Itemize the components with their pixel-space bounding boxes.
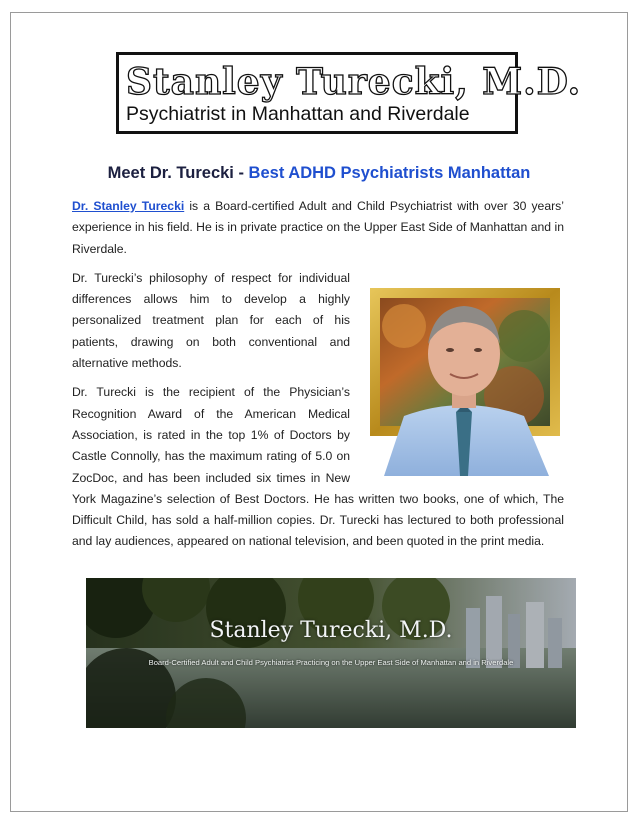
headline-link[interactable]: Best ADHD Psychiatrists Manhattan — [248, 164, 531, 182]
intro-paragraph — [72, 196, 564, 260]
banner-background — [86, 578, 576, 728]
portrait-image — [364, 286, 564, 476]
page-headline — [0, 164, 638, 183]
banner-title: Stanley Turecki, M.D. — [209, 618, 453, 643]
header-box — [116, 52, 582, 134]
header-subtitle: Psychiatrist in Manhattan and Riverdale — [126, 103, 470, 125]
headline-prefix: Meet Dr. Turecki - — [107, 164, 249, 182]
header-name: Stanley Turecki, M.D. — [126, 61, 582, 103]
doctor-name-link[interactable]: Dr. Stanley Turecki — [72, 199, 185, 213]
intro-text: is a Board-certified Adult and Child Psychiatrist with over 30 years’ experience in his field. He is in private practice on the Upper East Side of Manhattan and in Riverdale. — [72, 199, 564, 256]
awards-paragraph: Dr. Turecki is the recipient of the Physician’s Recognition Award of the American Medical Association, is rated in the top 1% of Doctors by Castle Connolly, has the maximum rating of 5.0 on ZocDoc, and has been included six times in New York Magazine’s selection of Best Doctors. He has written two books, one of which, The Difficult Child, has sold a half-million copies. Dr. Turecki has lectured to both professional and lay audiences, appeared on national television, and been quoted in the print media. — [72, 385, 564, 549]
doctor-portrait — [364, 286, 564, 476]
philosophy-paragraph: Dr. Turecki’s philosophy of respect for individual differences allows him to develop a highly personalized treatment plan for each of his patients, drawing on both conventional and alternative methods. — [72, 270, 350, 371]
article-body — [72, 196, 564, 561]
banner-subtitle: Board-Certified Adult and Child Psychiatrist Practicing on the Upper East Side of Manhattan and in Riverdale — [148, 658, 514, 667]
banner-image — [86, 578, 576, 728]
